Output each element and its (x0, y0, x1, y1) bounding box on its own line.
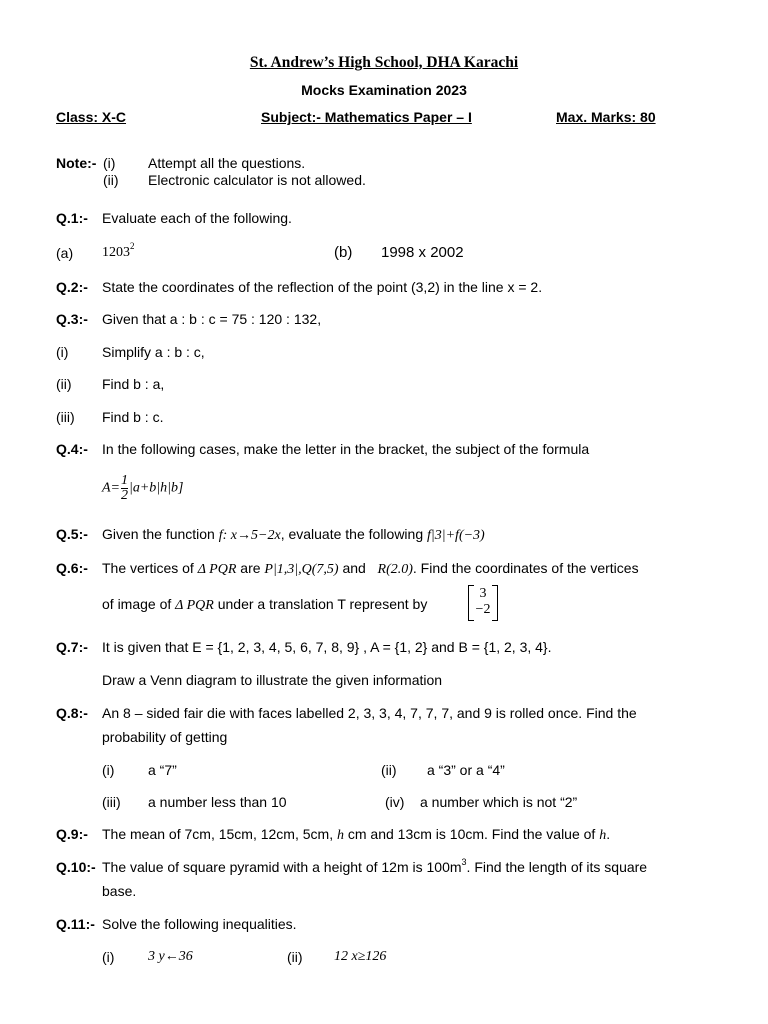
q5-text: Given the function f: x→5−2x, evaluate the following f|3|+f(−3) (102, 526, 485, 543)
exam-title: Mocks Examination 2023 (301, 82, 467, 98)
q1-text: Evaluate each of the following. (102, 210, 292, 226)
q8-part-text: a number which is not “2” (420, 794, 578, 810)
q8-part-num: (iii) (102, 794, 121, 810)
q1-label: Q.1:- (56, 210, 88, 226)
note-label: Note:- (56, 155, 97, 171)
q7-label: Q.7:- (56, 639, 88, 655)
q11-part-expr: 12 x≥126 (334, 949, 387, 964)
class-label: Class: X-C (56, 109, 127, 125)
q4-text: In the following cases, make the letter in the bracket, the subject of the formula (102, 441, 590, 457)
q1-part-b-label: (b) (334, 244, 353, 261)
q3-text: Given that a : b : c = 75 : 120 : 132, (102, 311, 322, 327)
q4-formula: A= $\frac{1}{2}$ |a+b|h|b] (102, 473, 184, 503)
q2-label: Q.2:- (56, 279, 88, 295)
subject-label: Subject:- Mathematics Paper – I (261, 109, 472, 125)
note-item-text: Attempt all the questions. (148, 155, 306, 171)
q6-line2: of image of Δ PQR under a translation T represent by (102, 596, 428, 613)
note-item-num: (i) (103, 155, 116, 171)
q10-text: The value of square pyramid with a height of 12m is $100m^3$. Find the length of its square (102, 857, 648, 875)
q1-part-b-text: 1998 x 2002 (381, 244, 464, 261)
q7-text: It is given that E = {1, 2, 3, 4, 5, 6, 7, 8, 9} , A = {1, 2} and B = {1, 2, 3, 4}. (102, 639, 552, 655)
q10-text2: base. (102, 883, 137, 899)
q10-label: Q.10:- (56, 859, 96, 875)
q9-text: The mean of 7cm, 15cm, 12cm, 5cm, h cm and 13cm is 10cm. Find the value of h. (102, 826, 611, 843)
q3-part-num: (i) (56, 344, 69, 360)
translation-matrix: 3 −2 (468, 585, 498, 621)
q3-part-text: Find b : a, (102, 376, 165, 392)
q8-text: An 8 – sided fair die with faces labelled 2, 3, 3, 4, 7, 7, 7, and 9 is rolled once. Find the (102, 705, 637, 721)
q8-part-num: (ii) (381, 762, 397, 778)
school-title: St. Andrew’s High School, DHA Karachi (249, 54, 519, 71)
q9-label: Q.9:- (56, 826, 88, 842)
q2-text: State the coordinates of the reflection of the point (3,2) in the line x = 2. (102, 279, 543, 295)
q5-label: Q.5:- (56, 526, 88, 542)
q3-part-text: Find b : c. (102, 409, 164, 425)
q3-part-text: Simplify a : b : c, (102, 344, 205, 360)
q3-label: Q.3:- (56, 311, 88, 327)
q11-part-expr: 3 y←36 (148, 949, 193, 964)
q8-part-num: (iv) (385, 794, 405, 810)
q8-part-text: a number less than 10 (148, 794, 287, 810)
q8-text2: probability of getting (102, 729, 228, 745)
q8-label: Q.8:- (56, 705, 88, 721)
q3-part-num: (iii) (56, 409, 75, 425)
note-item-text: Electronic calculator is not allowed. (148, 172, 366, 188)
q11-text: Solve the following inequalities. (102, 916, 297, 932)
q11-part-num: (i) (102, 949, 115, 965)
q1-part-a-label: (a) (56, 245, 74, 261)
q11-part-num: (ii) (287, 949, 303, 965)
q6-label: Q.6:- (56, 560, 88, 576)
q1-part-a-expr: 1203$^2$ (102, 241, 135, 260)
q3-part-num: (ii) (56, 376, 72, 392)
q6-line1: The vertices of Δ PQR are P|1,3|,Q(7,5) and R(2.0). Find the coordinates of the vertices (102, 560, 639, 577)
q11-label: Q.11:- (56, 916, 95, 932)
q8-part-text: a “3” or a “4” (427, 762, 505, 778)
max-marks-label: Max. Marks: 80 (556, 109, 656, 125)
q7-text2: Draw a Venn diagram to illustrate the given information (102, 672, 443, 688)
q8-part-text: a “7” (148, 762, 177, 778)
note-item-num: (ii) (103, 172, 119, 188)
q8-part-num: (i) (102, 762, 115, 778)
q4-label: Q.4:- (56, 441, 88, 457)
